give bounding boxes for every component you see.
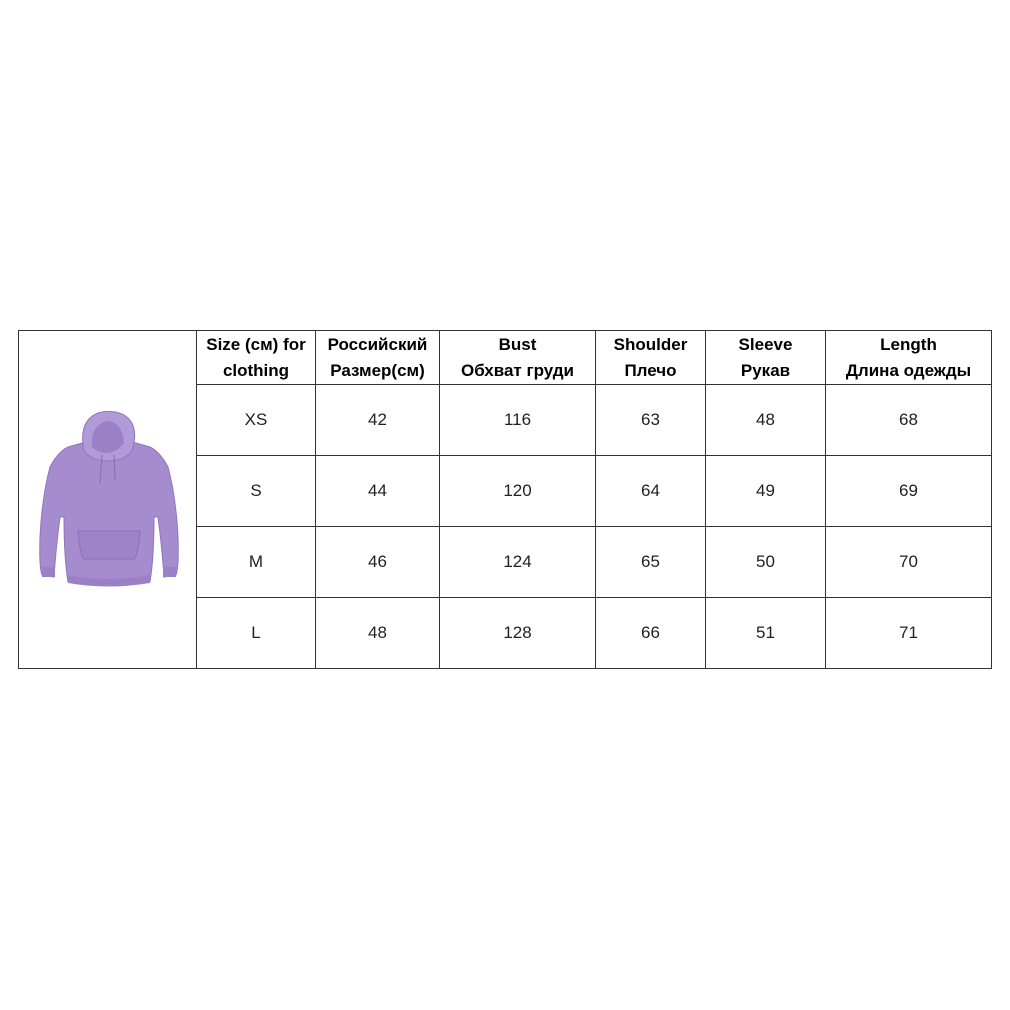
header-size: Size (см) for clothing xyxy=(197,331,316,385)
cell-bust: 128 xyxy=(440,598,596,669)
size-chart-table xyxy=(18,330,992,669)
cell-russian-size: 44 xyxy=(316,456,440,527)
product-photo-cell xyxy=(19,331,197,669)
cell-length: 69 xyxy=(826,456,992,527)
cell-length: 68 xyxy=(826,385,992,456)
cell-russian-size: 48 xyxy=(316,598,440,669)
cell-size: XS xyxy=(197,385,316,456)
cell-russian-size: 42 xyxy=(316,385,440,456)
cell-size: S xyxy=(197,456,316,527)
cell-sleeve: 50 xyxy=(706,527,826,598)
cell-russian-size: 46 xyxy=(316,527,440,598)
header-sleeve: Sleeve Рукав xyxy=(706,331,826,385)
hoodie-image xyxy=(28,407,188,592)
cell-sleeve: 48 xyxy=(706,385,826,456)
cell-size: M xyxy=(197,527,316,598)
cell-length: 70 xyxy=(826,527,992,598)
cell-bust: 120 xyxy=(440,456,596,527)
cell-bust: 124 xyxy=(440,527,596,598)
cell-sleeve: 49 xyxy=(706,456,826,527)
header-shoulder: Shoulder Плечо xyxy=(596,331,706,385)
cell-shoulder: 64 xyxy=(596,456,706,527)
cell-size: L xyxy=(197,598,316,669)
cell-bust: 116 xyxy=(440,385,596,456)
header-russian-size: Российский Размер(см) xyxy=(316,331,440,385)
cell-sleeve: 51 xyxy=(706,598,826,669)
header-bust: Bust Обхват груди xyxy=(440,331,596,385)
cell-shoulder: 63 xyxy=(596,385,706,456)
cell-shoulder: 66 xyxy=(596,598,706,669)
header-length: Length Длина одежды xyxy=(826,331,992,385)
cell-length: 71 xyxy=(826,598,992,669)
header-row xyxy=(19,331,992,385)
cell-shoulder: 65 xyxy=(596,527,706,598)
